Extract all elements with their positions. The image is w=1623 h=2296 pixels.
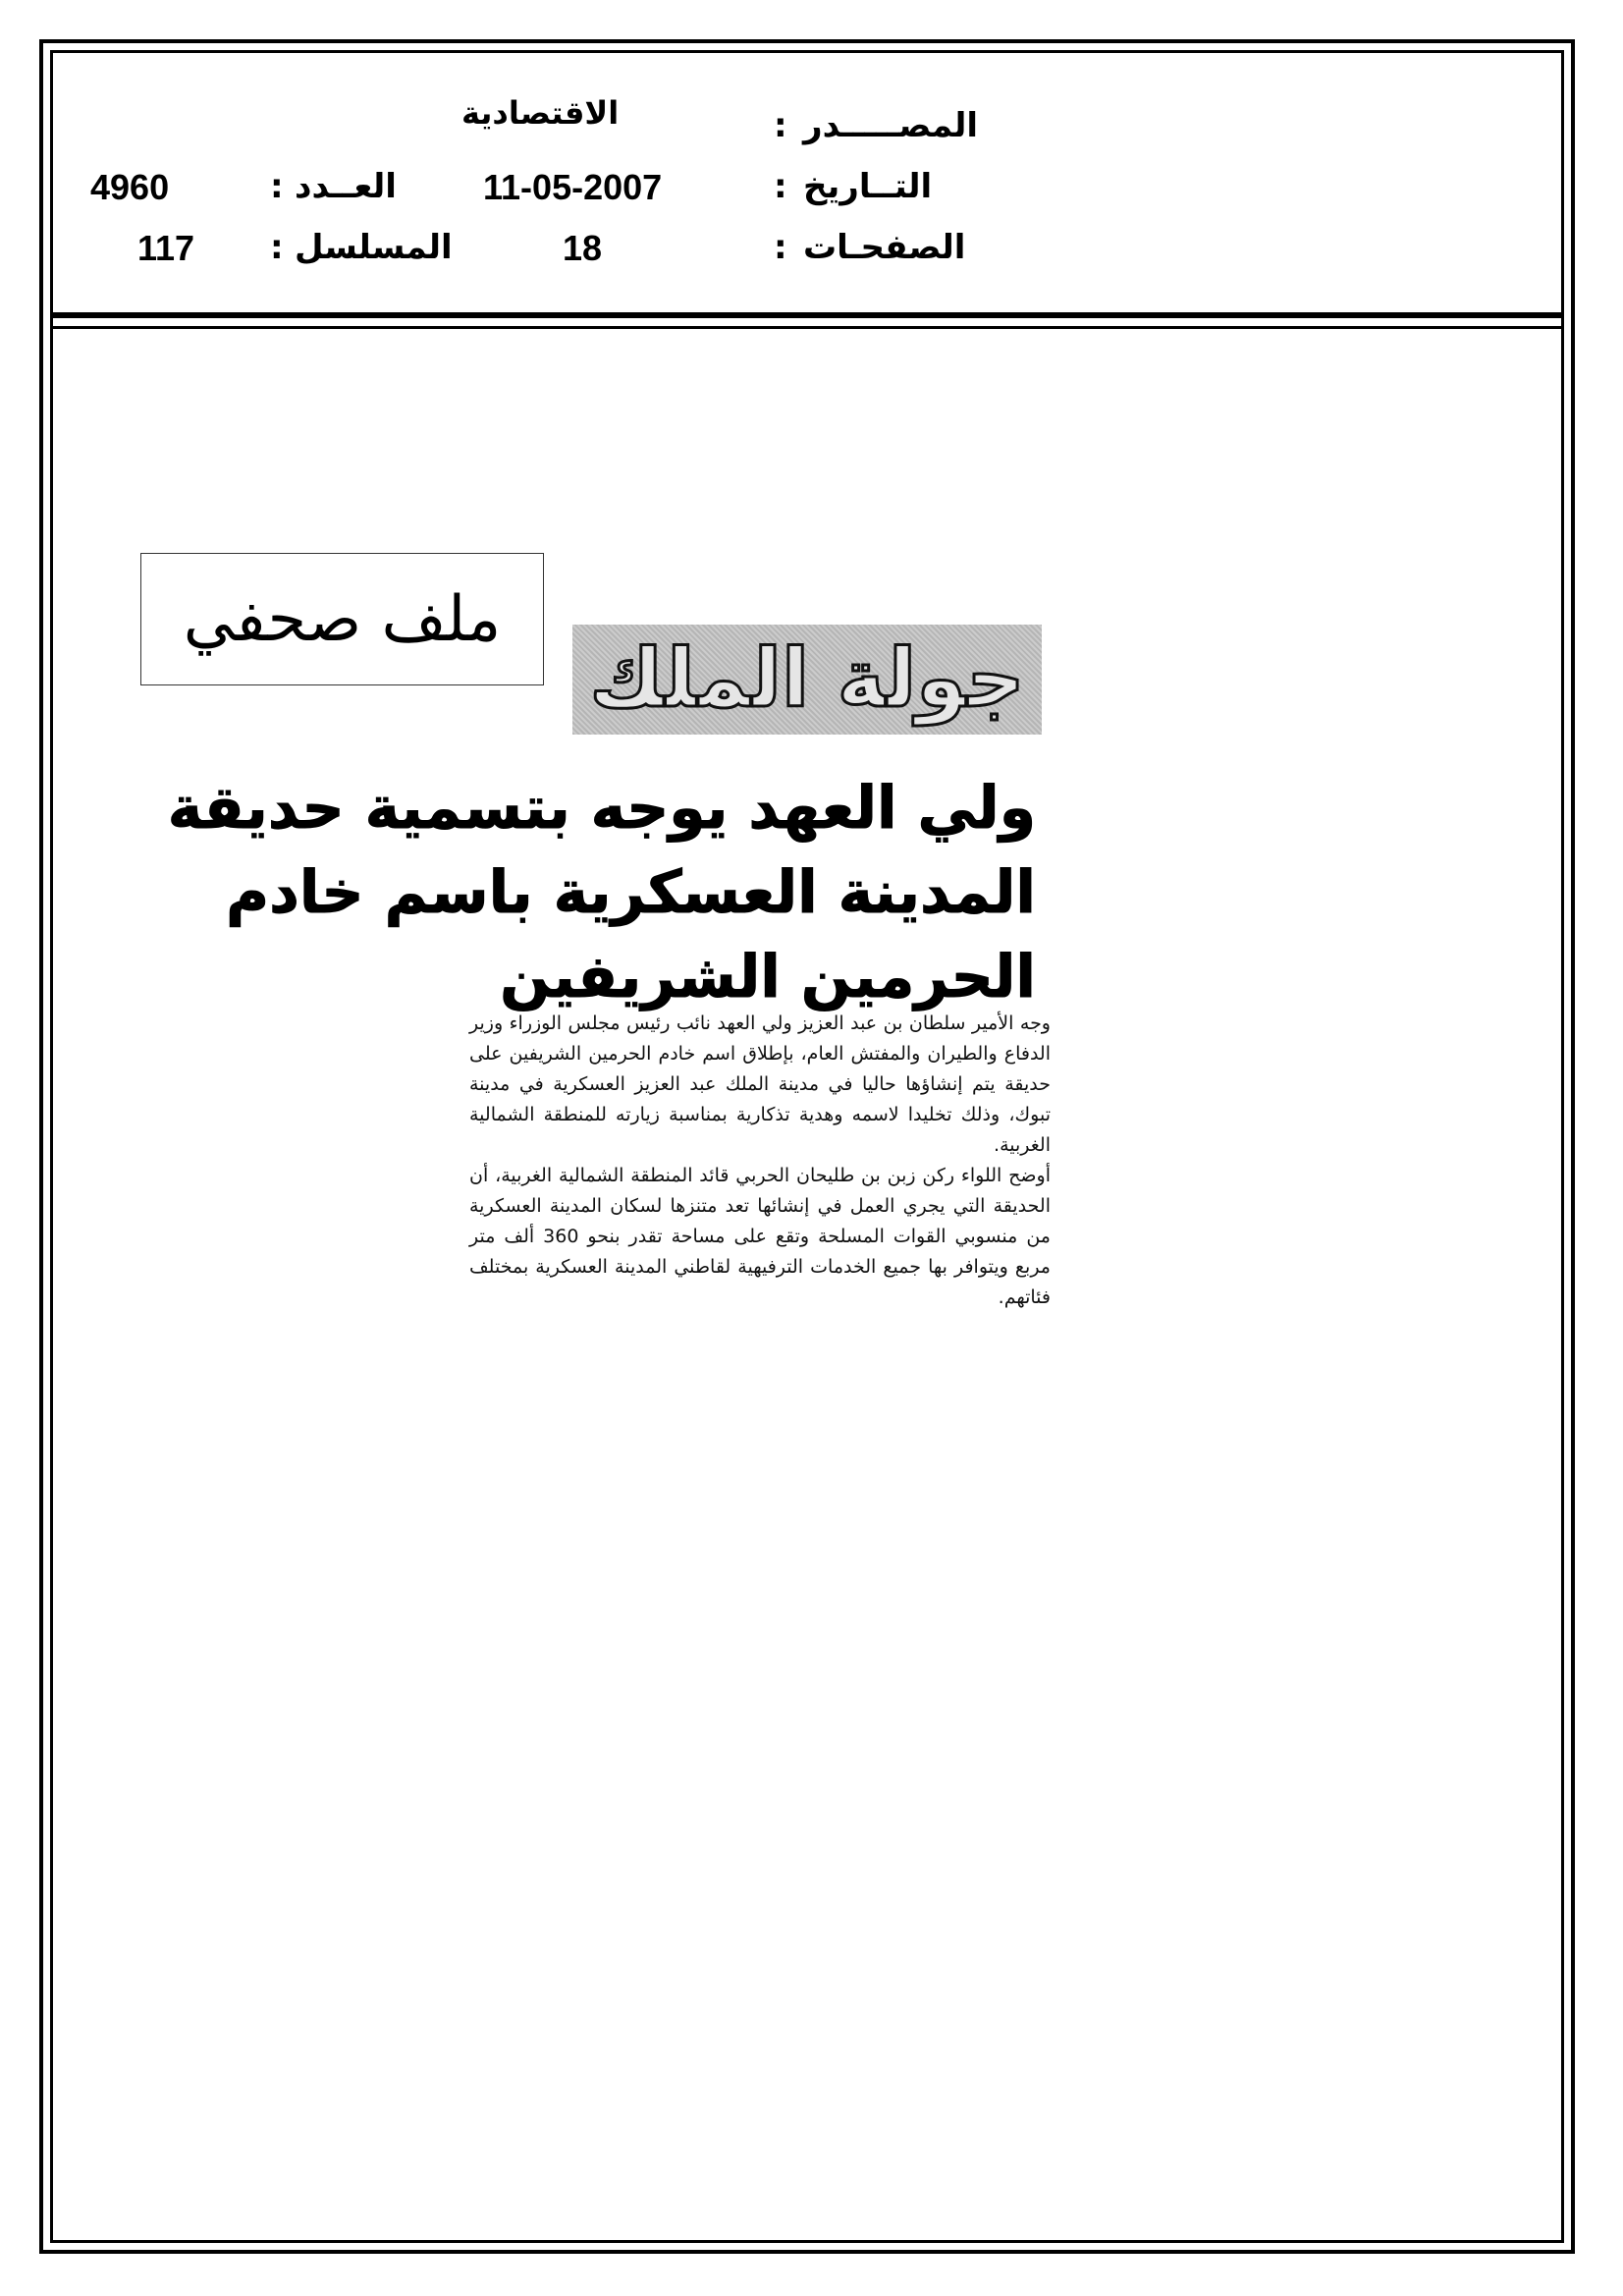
banner-title: جولة الملك [589, 632, 1025, 726]
press-file-label: ملف صحفي [183, 582, 502, 656]
issue-colon: : [270, 167, 284, 206]
issue-label: العــدد [295, 167, 397, 206]
headline-line-3: الحرمين الشريفين [500, 943, 1036, 1011]
issue-value: 4960 [90, 167, 170, 207]
pages-label: الصفحـات [803, 228, 966, 267]
date-colon: : [774, 167, 787, 206]
source-colon: : [774, 106, 787, 145]
headline-line-2: المدينة العسكرية باسم خادم [226, 858, 1036, 927]
pages-value: 18 [563, 228, 603, 268]
source-label: المصـــــدر [803, 106, 979, 145]
article-paragraph-1: وجه الأمير سلطان بن عبد العزيز ولي العهد نائب رئيس مجلس الوزراء وزير الدفاع والطيران والمفتش العام، بإطلاق اسم خادم الحرمين الشريفين على حديقة يتم إنشاؤها حاليا في مدينة الملك عبد العزيز العسكرية في مدينة تبوك، وذلك تخليدا لاسمه وهدية تذكارية بمناسبة زيارته للمنطقة الشمالية الغربية. [469, 1012, 1051, 1156]
article-paragraph-2: أوضح اللواء ركن زبن بن طليحان الحربي قائد المنطقة الشمالية الغربية، أن الحديقة التي يجري العمل في إنشائها تعد متنزها لسكان المدينة العسكرية من منسوبي القوات المسلحة وتقع على مساحة تقدر بنحو 360 ألف متر مربع ويتوافر بها جميع الخدمات الترفيهية لقاطني المدينة العسكرية بمختلف فئاتهم. [469, 1165, 1051, 1308]
headline-line-1: ولي العهد يوجه بتسمية حديقة [167, 774, 1036, 843]
date-value: 11-05-2007 [483, 167, 663, 207]
section-banner [572, 625, 1042, 735]
serial-value: 117 [137, 228, 195, 268]
pages-colon: : [774, 228, 787, 267]
article-headline [167, 766, 1036, 1019]
serial-colon: : [270, 228, 284, 267]
source-value: الاقتصادية [461, 94, 620, 132]
press-file-box [140, 553, 544, 685]
date-label: التــاريخ [803, 167, 933, 206]
serial-label: المسلسل [295, 228, 453, 267]
article-body [469, 1009, 1051, 1313]
header-divider-thin [50, 326, 1564, 329]
header-divider-thick [50, 312, 1564, 318]
